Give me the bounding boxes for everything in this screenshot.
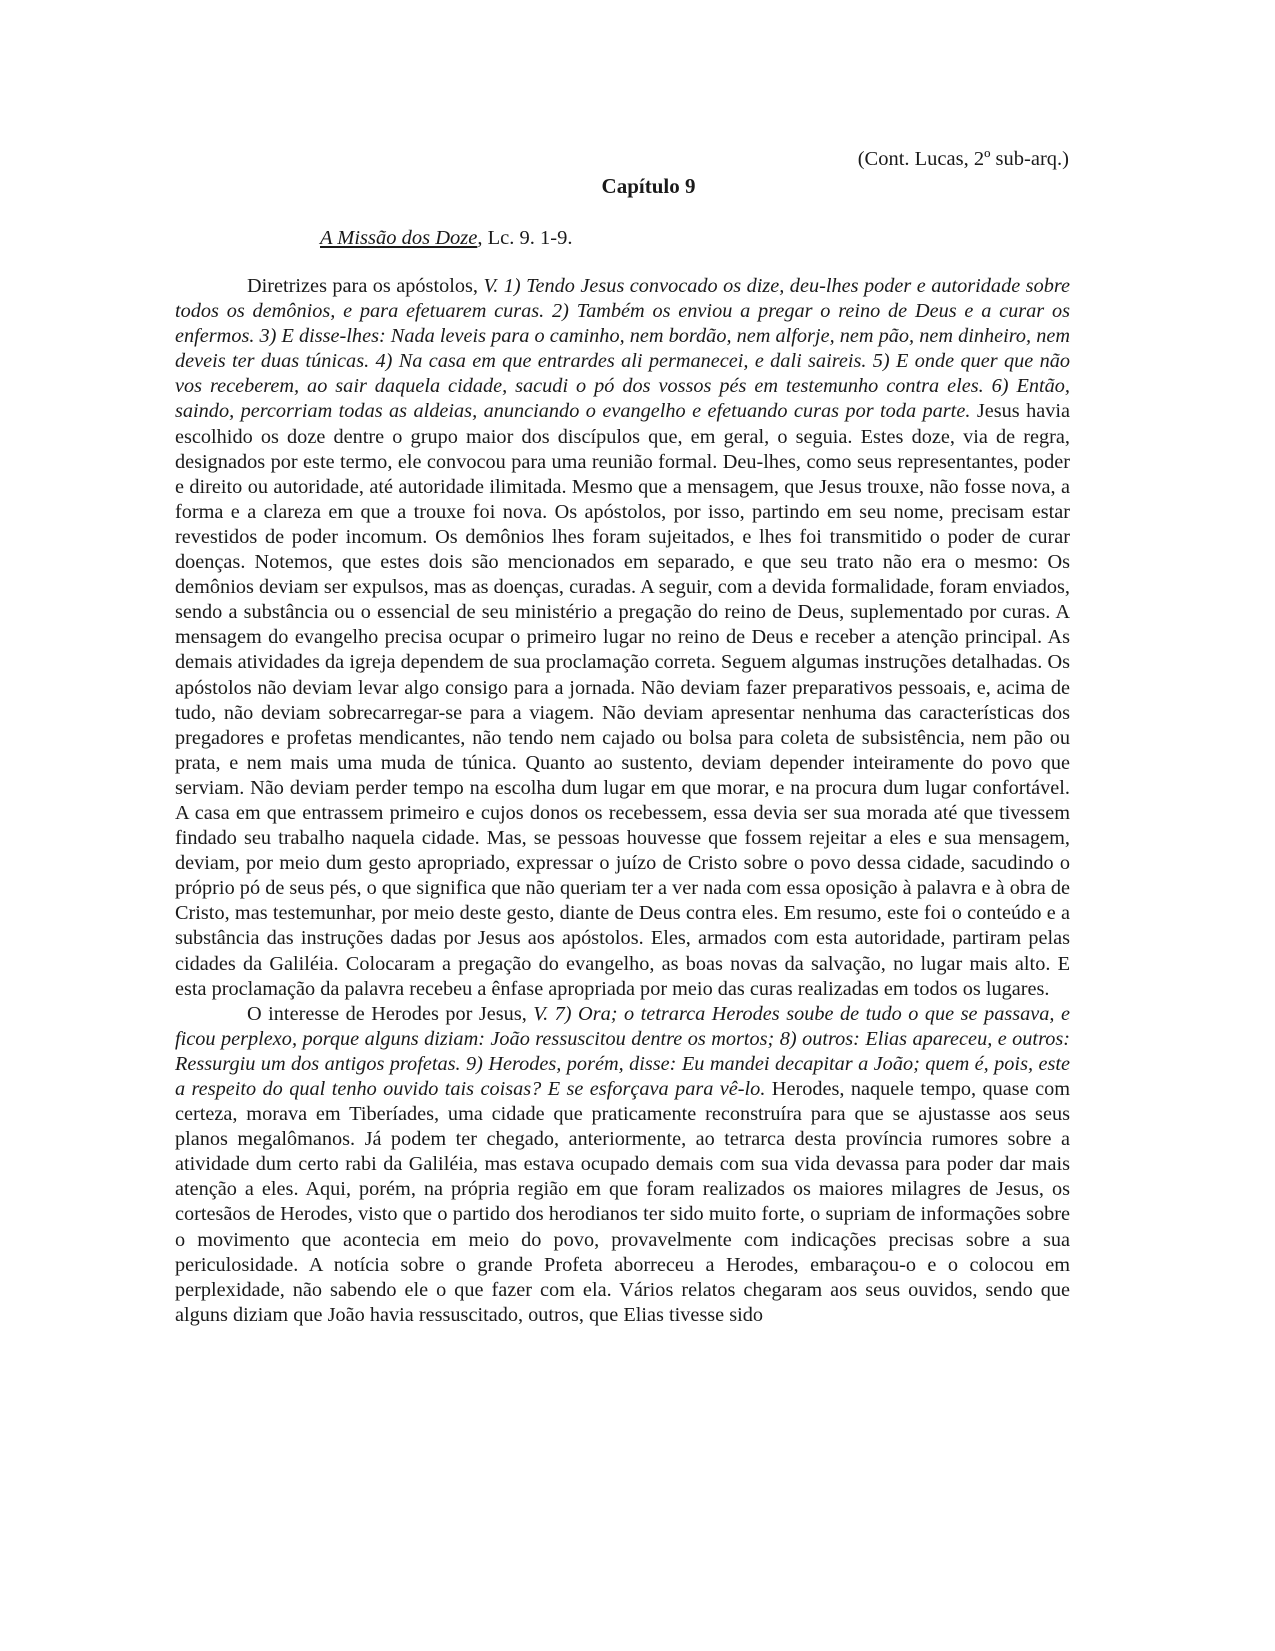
paragraph-lead: Diretrizes para os apóstolos, (247, 275, 484, 297)
scripture-verses: V. 1) Tendo Jesus convocado os dize, deu-lhes poder e autoridade sobre todos os demônios, e para efetuarem curas. 2) Também os enviou a pregar o reino de Deus e a curar os enfermos. 3) E disse-lhes: Nada leveis para o caminho, nem bordão, nem alforje, nem pão, nem dinheiro, nem deveis ter duas túnicas. 4) Na casa em que entrardes ali permanecei, e dali saireis. 5) E onde quer que não vos receberem, ao sair daquela cidade, sacudi o pó dos vossos pés em testemunho contra eles. 6) Então, saindo, percorriam todas as aldeias, anunciando o evangelho e efetuando curas por toda parte. (175, 275, 1070, 423)
header-note: (Cont. Lucas, 2º sub-arq.) (857, 148, 1069, 170)
paragraph-commentary: Herodes, naquele tempo, quase com certeza, morava em Tiberíades, uma cidade que praticamente reconstruíra para que se ajustasse aos seus planos megalômanos. Já podem ter chegado, anteriormente, ao tetrarca desta província rumores sobre a atividade dum certo rabi da Galiléia, mas estava ocupado demais com sua vida devassa para poder dar mais atenção a eles. Aqui, porém, na própria região em que foram realizados os maiores milagres de Jesus, os cortesãos de Herodes, visto que o partido dos herodianos ter sido muito forte, o supriam de informações sobre o movimento que acontecia em meio do povo, provavelmente com indicações precisas sobre a sua periculosidade. A notícia sobre o grande Profeta aborreceu a Herodes, embaraçou-o e o colocou em perplexidade, não sabendo ele o que fazer com ela. Vários relatos chegaram aos seus ouvidos, sendo que alguns diziam que João havia ressuscitado, outros, que Elias tivesse sido (175, 1078, 1070, 1326)
section-heading (320, 225, 572, 251)
section-reference: , Lc. 9. 1-9. (477, 227, 573, 249)
paragraph-lead: O interesse de Herodes por Jesus, (247, 1002, 534, 1025)
paragraph-commentary: Jesus havia escolhido os doze dentre o grupo maior dos discípulos que, em geral, o seguia. Estes doze, via de regra, designados por este termo, ele convocou para uma reunião formal. Deu-lhes, como seus representantes, poder e direito ou autoridade, até autoridade ilimitada. Mesmo que a mensagem, que Jesus trouxe, não fosse nova, a forma e a clareza em que a trouxe foi nova. Os apóstolos, por isso, partindo em seu nome, precisam estar revestidos de poder incomum. Os demônios lhes foram sujeitados, e lhes foi transmitido o poder de curar doenças. Notemos, que estes dois são mencionados em separado, e que seu trato não era o mesmo: Os demônios deviam ser expulsos, mas as doenças, curadas. A seguir, com a devida formalidade, foram enviados, sendo a substância ou o essencial de seu ministério a pregação do reino de Deus, suplementado por curas. A mensagem do evangelho precisa ocupar o primeiro lugar no reino de Deus e receber a atenção principal. As demais atividades da igreja dependem de sua proclamação correta. Seguem algumas instruções detalhadas. Os apóstolos não deviam levar algo consigo para a jornada. Não deviam fazer preparativos pessoais, e, acima de tudo, não deviam sobrecarregar-se para a viagem. Não deviam apresentar nenhuma das características dos pregadores e profetas mendicantes, não tendo nem cajado ou bolsa para coleta de subsistência, nem pão ou prata, e nem mais uma muda de túnica. Quanto ao sustento, deviam depender inteiramente do povo que serviam. Não deviam perder tempo na escolha dum lugar em que morar, e na procura dum lugar confortável. A casa em que entrassem primeiro e cujos donos os recebessem, essa devia ser sua morada até que tivessem findado seu trabalho naquela cidade. Mas, se pessoas houvesse que fossem rejeitar a eles e sua mensagem, deviam, por meio dum gesto apropriado, expressar o juízo de Cristo sobre o povo dessa cidade, sacudindo o próprio pó de seus pés, o que significa que não queriam ter a ver nada com essa oposição à palavra e à obra de Cristo, mas testemunhar, por meio deste gesto, diante de Deus contra eles. Em resumo, este foi o conteúdo e a substância das instruções dadas por Jesus aos apóstolos. Eles, armados com esta autoridade, partiram pelas cidades da Galiléia. Colocaram a pregação do evangelho, as boas novas da salvação, no lugar mais alto. E esta proclamação da palavra recebeu a ênfase apropriada por meio das curas realizadas em todos os lugares. (175, 400, 1071, 1000)
paragraph (175, 1002, 1070, 1328)
paragraph (175, 274, 1070, 1002)
body-text (175, 274, 1070, 1328)
scripture-verses: V. 7) Ora; o tetrarca Herodes soube de tudo o que se passava, e ficou perplexo, porque alguns diziam: João ressuscitou dentre os mortos; 8) outros: Elias apareceu, e outros: Ressurgiu um dos antigos profetas. 9) Herodes, porém, disse: Eu mandei decapitar a João; quem é, pois, este a respeito do qual tenho ouvido tais coisas? E se esforçava para vê-lo. (175, 1002, 1070, 1100)
section-title: A Missão dos Doze (320, 227, 478, 249)
chapter-title: Capítulo 9 (601, 174, 696, 198)
